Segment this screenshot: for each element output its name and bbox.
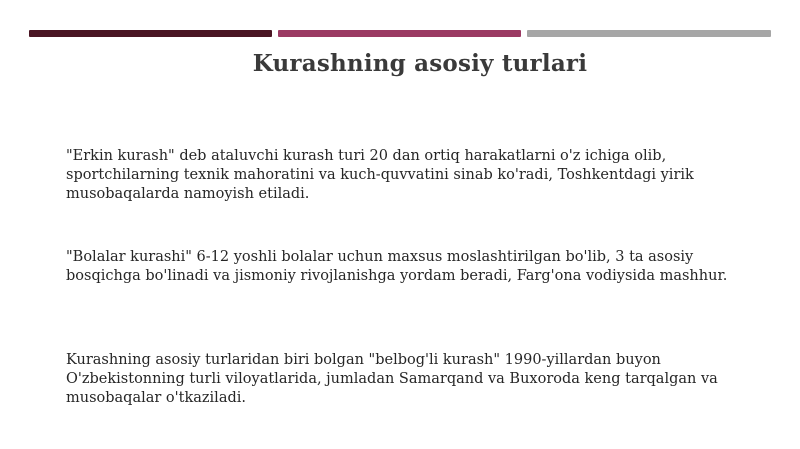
slide-title: Kurashning asosiy turlari <box>252 50 588 77</box>
accent-bar-magenta <box>278 30 521 37</box>
paragraph-belbogli-kurash: Kurashning asosiy turlaridan biri bolgan "belbog'li kurash" 1990-yillardan buyon O'zbekistonning turli viloyatlarida, jumladan Samarqand va Buxoroda keng tarqalgan va musobaqalar o'tkaziladi. <box>66 352 718 406</box>
accent-bar-gray <box>527 30 771 37</box>
paragraph-bolalar-kurashi: "Bolalar kurashi" 6-12 yoshli bolalar uchun maxsus moslashtirilgan bo'lib, 3 ta asosiy bosqichga bo'linadi va jismoniy rivojlanishga yordam beradi, Farg'ona vodiysida mashhur. <box>66 249 728 284</box>
accent-bar-dark <box>29 30 272 37</box>
paragraph-erkin-kurash: "Erkin kurash" deb ataluvchi kurash turi 20 dan ortiq harakatlarni o'z ichiga olib, sportchilarning texnik mahoratini va kuch-quvvatini sinab ko'radi, Toshkentdagi yirik musobaqalarda namoyish etiladi. <box>66 148 694 202</box>
